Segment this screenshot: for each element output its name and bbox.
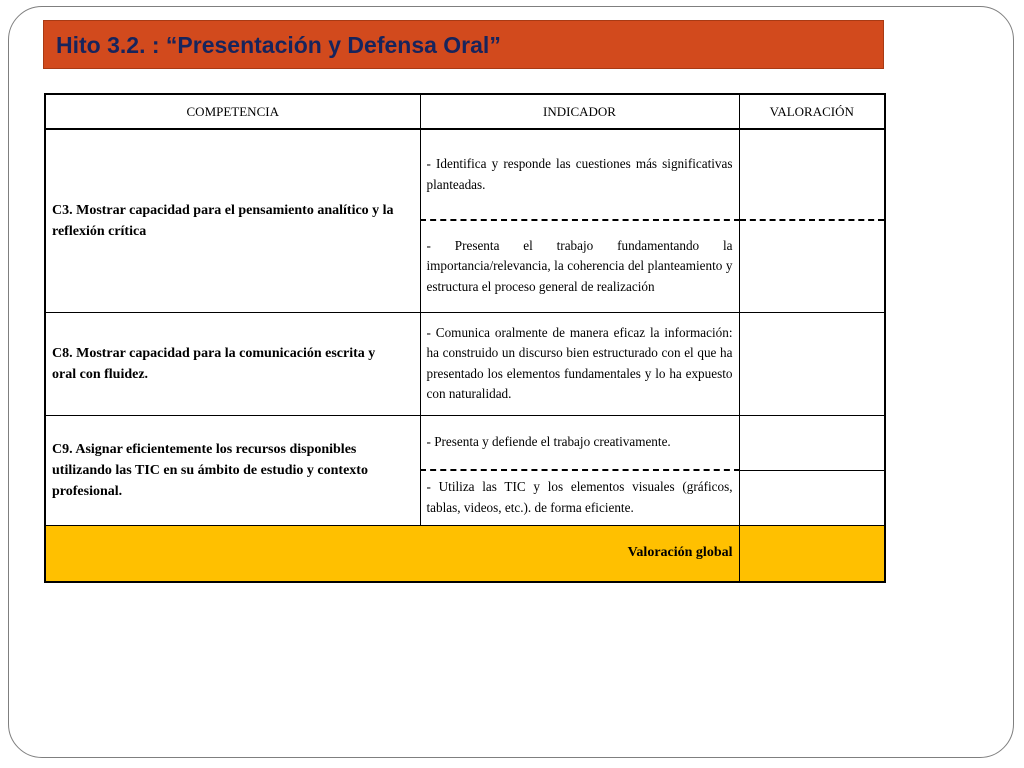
slide-title: Hito 3.2. : “Presentación y Defensa Oral” — [56, 32, 501, 58]
valoracion-cell[interactable] — [739, 415, 885, 470]
valoracion-cell[interactable] — [739, 220, 885, 312]
valoracion-cell[interactable] — [739, 129, 885, 220]
valoracion-cell[interactable] — [739, 312, 885, 415]
indicador-cell: - Presenta y defiende el trabajo creativamente. — [420, 415, 739, 470]
valoracion-cell[interactable] — [739, 470, 885, 525]
competencia-cell: C3. Mostrar capacidad para el pensamiento analítico y la reflexión crítica — [45, 129, 420, 312]
header-indicador: INDICADOR — [420, 94, 739, 129]
global-row — [45, 525, 885, 582]
title-bar — [43, 20, 884, 69]
header-valoracion: VALORACIÓN — [739, 94, 885, 129]
global-value-cell[interactable] — [739, 525, 885, 582]
table-row — [45, 415, 885, 470]
table-row — [45, 312, 885, 415]
competencia-cell: C9. Asignar eficientemente los recursos disponibles utilizando las TIC en su ámbito de estudio y contexto profesional. — [45, 415, 420, 525]
indicador-cell: - Comunica oralmente de manera eficaz la información: ha construido un discurso bien estructurado con el que ha presentado los elementos fundamentales y lo ha expuesto con naturalidad. — [420, 312, 739, 415]
header-competencia: COMPETENCIA — [45, 94, 420, 129]
header-row — [45, 94, 885, 129]
competencia-cell: C8. Mostrar capacidad para la comunicación escrita y oral con fluidez. — [45, 312, 420, 415]
table-row — [45, 129, 885, 220]
indicador-cell: - Utiliza las TIC y los elementos visuales (gráficos, tablas, videos, etc.). de forma eficiente. — [420, 470, 739, 525]
indicador-cell: - Presenta el trabajo fundamentando la importancia/relevancia, la coherencia del planteamiento y estructura el proceso general de realización — [420, 220, 739, 312]
indicador-cell: - Identifica y responde las cuestiones más significativas planteadas. — [420, 129, 739, 220]
rubric-table — [44, 93, 886, 583]
global-label: Valoración global — [45, 525, 739, 582]
